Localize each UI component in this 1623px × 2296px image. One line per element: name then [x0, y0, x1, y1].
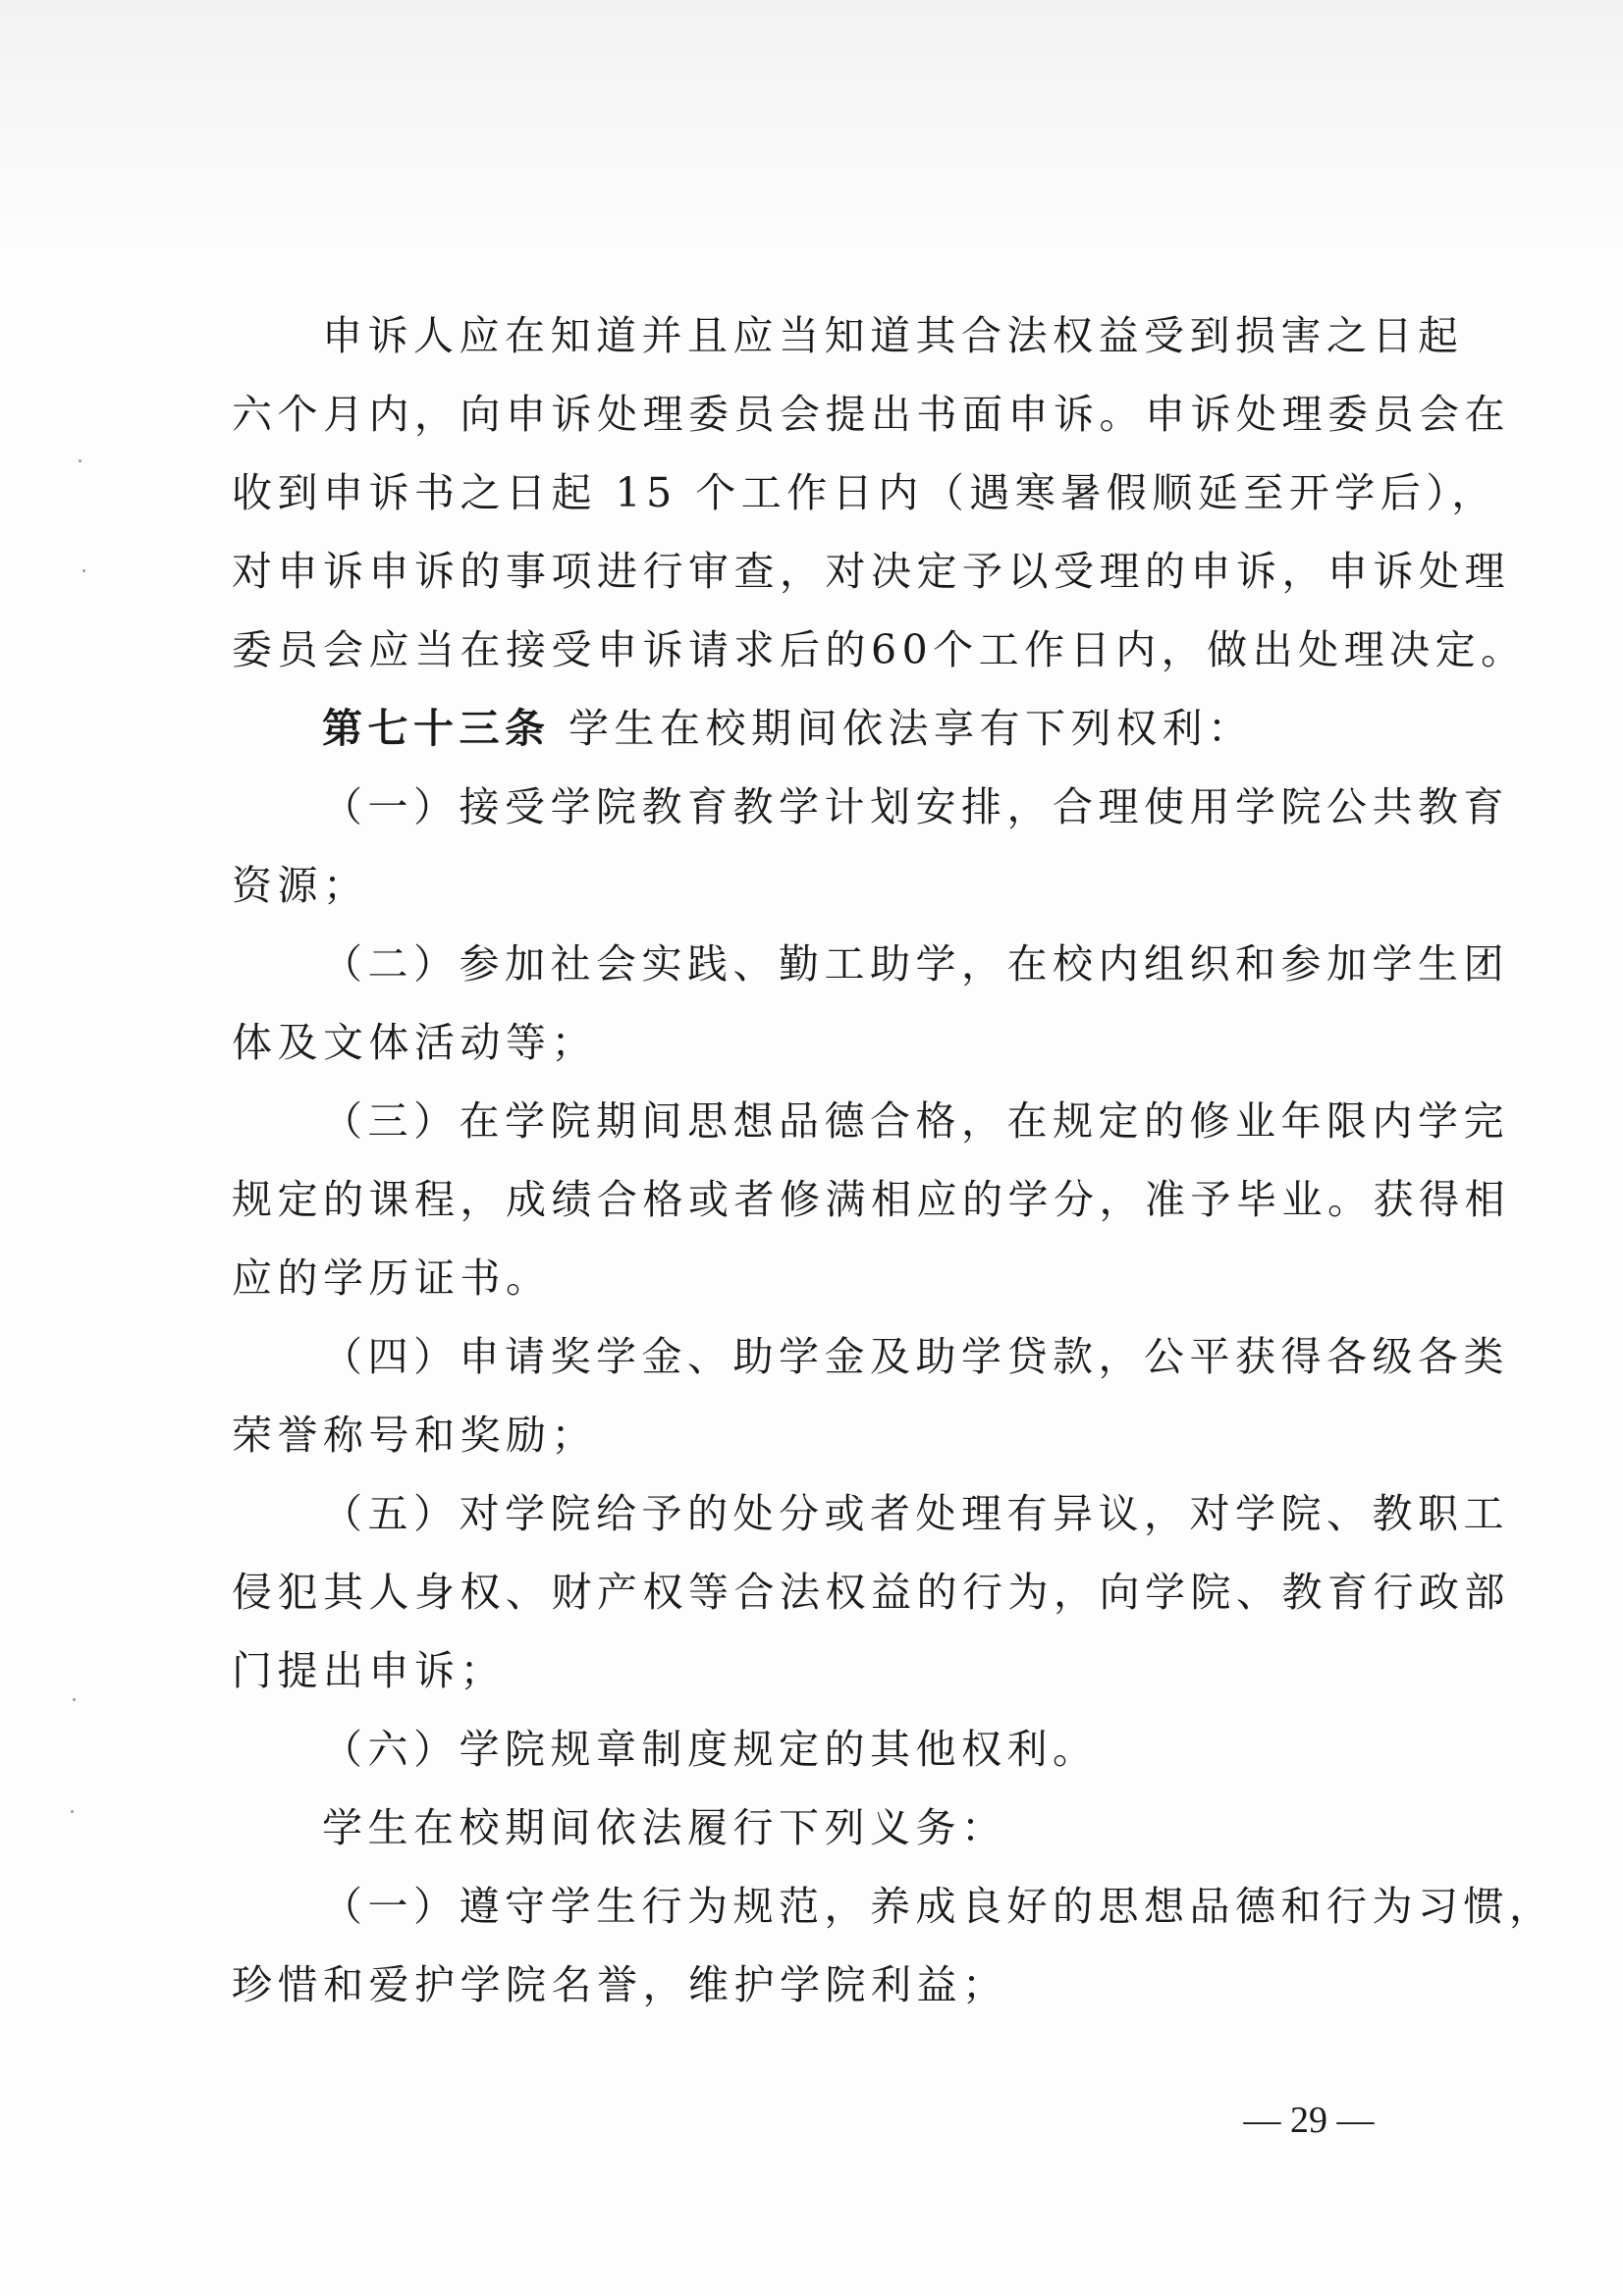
list-item-line: 珍惜和爱护学院名誉，维护学院利益；: [232, 1961, 1008, 2008]
list-item-line: 规定的课程，成绩合格或者修满相应的学分，准予毕业。获得相: [232, 1176, 1510, 1223]
scan-speck: [79, 459, 81, 462]
article-text: [551, 705, 569, 752]
page-number: — 29 —: [1243, 2100, 1375, 2141]
list-item-line: （一）遵守学生行为规范，养成良好的思想品德和行为习惯，: [322, 1883, 1555, 1930]
text-line: 六个月内，向申诉处理委员会提出书面申诉。申诉处理委员会在: [232, 391, 1510, 438]
list-item-line: （六）学院规章制度规定的其他权利。: [322, 1726, 1099, 1773]
list-item-line: 应的学历证书。: [232, 1255, 552, 1302]
list-item-line: 荣誉称号和奖励；: [232, 1412, 597, 1459]
list-item-line: （三）在学院期间思想品德合格，在规定的修业年限内学完: [322, 1097, 1509, 1145]
text-line: 收到申诉书之日起 15 个工作日内（遇寒暑假顺延至开学后），: [232, 469, 1497, 516]
scan-speck: [82, 569, 85, 572]
list-item-line: 侵犯其人身权、财产权等合法权益的行为，向学院、教育行政部: [232, 1569, 1510, 1616]
list-item-line: （四）申请奖学金、助学金及助学贷款，公平获得各级各类: [322, 1333, 1509, 1380]
list-item-line: 资源；: [232, 862, 369, 909]
list-item-line: （五）对学院给予的处分或者处理有异议，对学院、教职工: [322, 1490, 1509, 1537]
list-item-line: （一）接受学院教育教学计划安排，合理使用学院公共教育: [322, 783, 1509, 830]
scan-speck: [73, 1698, 76, 1701]
article-heading-line: [322, 689, 1254, 768]
list-item-line: （二）参加社会实践、勤工助学，在校内组织和参加学生团: [322, 940, 1509, 988]
text-line: 委员会应当在接受申诉请求后的60个工作日内，做出处理决定。: [232, 626, 1527, 673]
text-line: 对申诉申诉的事项进行审查，对决定予以受理的申诉，申诉处理: [232, 548, 1510, 595]
list-item-line: 体及文体活动等；: [232, 1019, 597, 1066]
text-line: 申诉人应在知道并且应当知道其合法权益受到损害之日起: [322, 312, 1464, 359]
article-text: 学生在校期间依法享有下列权利：: [568, 705, 1254, 752]
article-number: 第七十三条: [322, 705, 551, 752]
list-item-line: 门提出申诉；: [232, 1647, 506, 1694]
scan-speck: [71, 1810, 74, 1813]
scan-shading: [0, 0, 1623, 255]
section-intro-line: 学生在校期间依法履行下列义务：: [322, 1804, 1007, 1851]
